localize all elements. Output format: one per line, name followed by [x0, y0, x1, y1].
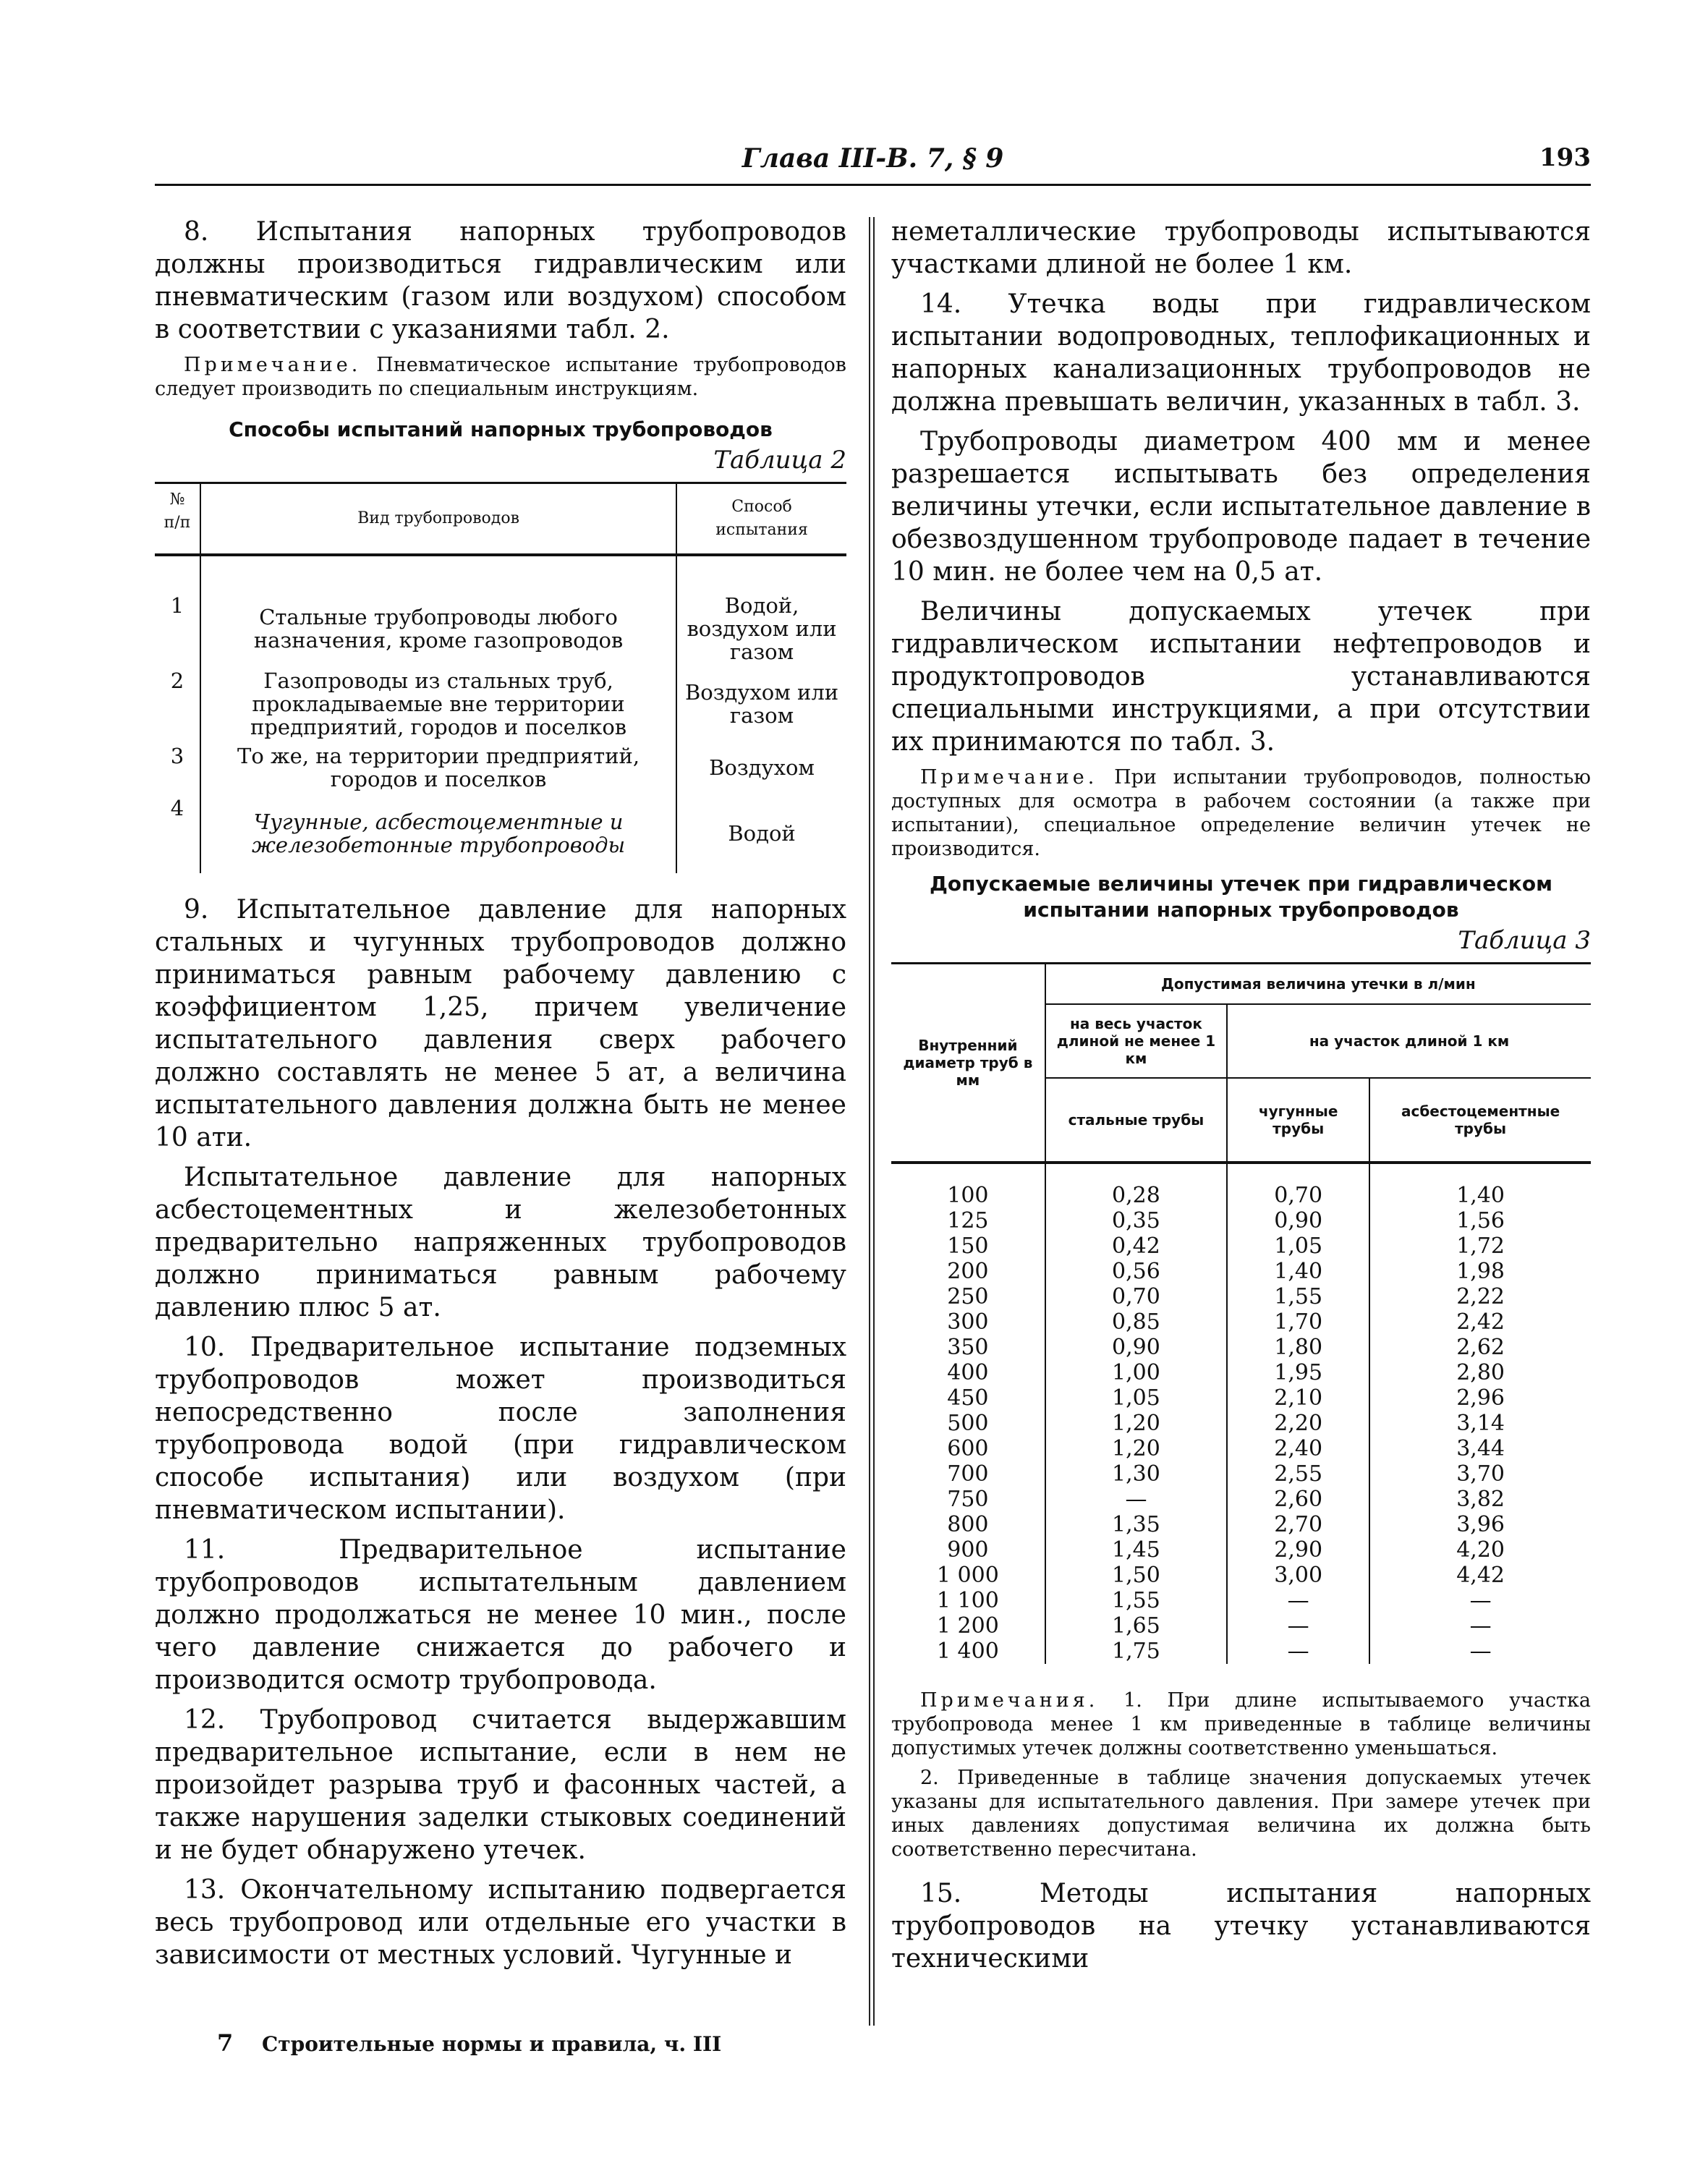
table-cell-cast-iron: — [1227, 1588, 1369, 1613]
table-cell-steel: 1,35 [1045, 1512, 1227, 1537]
table-cell-steel: 1,20 [1045, 1436, 1227, 1461]
table-cell-steel: 0,35 [1045, 1208, 1227, 1233]
table-cell-cast-iron: 2,70 [1227, 1512, 1369, 1537]
table-cell-steel: — [1045, 1487, 1227, 1512]
table-row [155, 794, 846, 873]
right-column [891, 216, 1591, 1982]
table-cell-diameter: 200 [891, 1259, 1045, 1284]
table-cell-method: Водой [728, 821, 796, 846]
footer-text: Строительные нормы и правила, ч. III [262, 2032, 722, 2056]
table-row [891, 1563, 1591, 1588]
table-cell-diameter: 800 [891, 1512, 1045, 1537]
left-column [155, 216, 846, 1979]
table-cell-pipeline: Чугунные, асбестоцементные и железобетонные трубопроводы [200, 794, 676, 873]
table-row [891, 1436, 1591, 1461]
table-cell-asbestos: 2,42 [1456, 1309, 1505, 1335]
table-2-header-pipeline-type: Вид трубопроводов [200, 483, 676, 556]
table-cell-steel: 1,00 [1045, 1360, 1227, 1385]
table-cell-asbestos: 1,98 [1456, 1259, 1505, 1284]
table-cell-cast-iron: 2,60 [1227, 1487, 1369, 1512]
table-cell-method: Воздухом или газом [684, 680, 839, 728]
table-3-title [891, 871, 1591, 923]
table-2-header-test-method: Способ испытания [676, 483, 846, 556]
table-cell-diameter: 1 200 [891, 1613, 1045, 1639]
table-row [155, 555, 846, 666]
paragraph-13-cont: неметаллические трубопроводы испытываются участками длиной не более 1 км. [891, 217, 1591, 279]
table-cell-steel: 1,65 [1045, 1613, 1227, 1639]
table-2-header-number: № п/п [155, 483, 200, 556]
table-cell-cast-iron: 2,10 [1227, 1385, 1369, 1411]
table-3-header-steel: стальные трубы [1045, 1078, 1227, 1163]
paragraph-9: 9. Испытательное давление для напорных стальных и чугунных трубопроводов должно приниматься равным рабочему давлению с коэффициентом 1,25, причем увеличение испытательного давления сверх рабочего должно составлять не менее 5 ат, а величина испытательного давления должна быть не менее 10 ати. [155, 895, 846, 1152]
table-3-header-asbestos: асбестоцементные трубы [1369, 1078, 1591, 1163]
table-3-header-allowed-leak: Допустимая величина утечки в л/мин [1045, 964, 1591, 1005]
signature-number: 7 [217, 2029, 234, 2057]
paragraph-14: 14. Утечка воды при гидравлическом испытании водопроводных, теплофикационных и напорных канализационных трубопроводов не должна превышать величин, указанных в табл. 3. [891, 289, 1591, 417]
table-row [891, 1411, 1591, 1436]
table-cell-diameter: 400 [891, 1360, 1045, 1385]
table-row [155, 742, 846, 794]
note-2-text: При испытании трубопроводов, полностью доступных для осмотра в рабочем состоянии (а также при испытании), специальное определение величин утечек не производится. [891, 766, 1591, 860]
table-cell-asbestos: — [1469, 1639, 1492, 1664]
table-cell-method: Водой, воздухом или газом [687, 593, 837, 664]
table-cell-cast-iron: 0,70 [1227, 1163, 1369, 1208]
table-cell-diameter: 1 400 [891, 1639, 1045, 1664]
table-cell-asbestos: 1,56 [1456, 1208, 1505, 1233]
notes-3-item-1: 1. При длине испытываемого участка трубопровода менее 1 км приведенные в таблице величины допустимых утечек должны соответственно уменьшаться. [891, 1689, 1591, 1759]
table-cell-number: 3 [155, 742, 200, 794]
table-cell-steel: 0,42 [1045, 1233, 1227, 1259]
paragraph-11: 11. Предварительное испытание трубопроводов испытательным давлением должно продолжаться не менее 10 мин., после чего давление снижается до рабочего и производится осмотр трубопровода. [155, 1535, 846, 1695]
table-cell-asbestos: 1,40 [1456, 1183, 1505, 1208]
table-cell-cast-iron: 1,40 [1227, 1259, 1369, 1284]
table-cell-diameter: 750 [891, 1487, 1045, 1512]
header-rule [155, 184, 1591, 186]
table-3-body [891, 1163, 1591, 1664]
table-cell-cast-iron: 0,90 [1227, 1208, 1369, 1233]
table-cell-diameter: 700 [891, 1461, 1045, 1487]
notes-3 [891, 1689, 1591, 1760]
table-cell-diameter: 300 [891, 1309, 1045, 1335]
table-cell-asbestos: 3,96 [1456, 1512, 1505, 1537]
table-cell-steel: 1,55 [1045, 1588, 1227, 1613]
table-cell-diameter: 125 [891, 1208, 1045, 1233]
table-cell-asbestos: 4,20 [1456, 1537, 1505, 1563]
table-3-label: Таблица 3 [1458, 926, 1591, 955]
table-3-header-diameter: Внутренний диаметр труб в мм [891, 964, 1045, 1163]
table-cell-asbestos: 2,96 [1456, 1385, 1505, 1411]
table-cell-diameter: 1 100 [891, 1588, 1045, 1613]
table-row [891, 1163, 1591, 1208]
table-3-header-whole-section: на весь участок длиной не менее 1 км [1045, 1004, 1227, 1078]
note-2-label: Примечание. [920, 766, 1098, 789]
table-row [891, 1639, 1591, 1664]
table-cell-cast-iron: 2,55 [1227, 1461, 1369, 1487]
table-cell-steel: 0,28 [1045, 1163, 1227, 1208]
table-cell-cast-iron: 1,80 [1227, 1335, 1369, 1360]
table-cell-steel: 1,20 [1045, 1411, 1227, 1436]
page-footer [217, 2029, 721, 2057]
table-row [891, 1385, 1591, 1411]
note-2 [891, 765, 1591, 861]
note-1-text: Пневматическое испытание трубопроводов следует производить по специальным инструкциям. [155, 354, 846, 400]
table-2-header-row [155, 483, 846, 556]
table-cell-method: Воздухом [709, 755, 815, 780]
table-3-title-line-1: Допускаемые величины утечек при гидравлическом [929, 872, 1553, 896]
column-divider-inner [873, 217, 875, 2026]
table-row [891, 1487, 1591, 1512]
table-cell-asbestos: 3,70 [1456, 1461, 1505, 1487]
table-cell-diameter: 900 [891, 1537, 1045, 1563]
table-2-title: Способы испытаний напорных трубопроводов [229, 417, 773, 441]
table-cell-steel: 1,45 [1045, 1537, 1227, 1563]
table-cell-cast-iron: 1,95 [1227, 1360, 1369, 1385]
table-cell-number: 2 [155, 666, 200, 742]
table-row [891, 1512, 1591, 1537]
table-cell-asbestos: 1,72 [1456, 1233, 1505, 1259]
table-row [891, 1233, 1591, 1259]
note-1-label: Примечание. [184, 354, 362, 376]
paragraph-14-cont: Трубопроводы диаметром 400 мм и менее разрешается испытывать без определения величины утечки, если испытательное давление в обезвоздушенном трубопроводе падает в течение 10 мин. не более чем на 0,5 ат. [891, 427, 1591, 587]
table-cell-asbestos: 3,82 [1456, 1487, 1505, 1512]
table-3 [891, 962, 1591, 1664]
running-header [155, 143, 1591, 178]
table-cell-cast-iron: 1,55 [1227, 1284, 1369, 1309]
table-cell-steel: 1,30 [1045, 1461, 1227, 1487]
table-cell-diameter: 150 [891, 1233, 1045, 1259]
table-cell-cast-iron: 1,05 [1227, 1233, 1369, 1259]
table-row [891, 1309, 1591, 1335]
note-1 [155, 353, 846, 401]
paragraph-14-cont-2: Величины допускаемых утечек при гидравлическом испытании нефтепроводов и продуктопроводов устанавливаются специальными инструкциями, а при отсутствии их принимаются по табл. 3. [891, 597, 1591, 757]
table-cell-steel: 1,75 [1045, 1639, 1227, 1664]
table-3-header-cast-iron: чугунные трубы [1227, 1078, 1369, 1163]
table-cell-pipeline: Газопроводы из стальных труб, прокладываемые вне территории предприятий, городов и поселков [200, 666, 676, 742]
table-3-title-line-2: испытании напорных трубопроводов [1023, 898, 1459, 922]
paragraph-8: 8. Испытания напорных трубопроводов должны производиться гидравлическим или пневматическим (газом или воздухом) способом в соответствии с указаниями табл. 2. [155, 217, 846, 344]
table-row [891, 1284, 1591, 1309]
table-cell-steel: 0,70 [1045, 1284, 1227, 1309]
table-cell-diameter: 500 [891, 1411, 1045, 1436]
table-cell-steel: 1,05 [1045, 1385, 1227, 1411]
table-cell-number: 1 [155, 555, 200, 666]
table-cell-diameter: 600 [891, 1436, 1045, 1461]
table-cell-pipeline: Стальные трубопроводы любого назначения, кроме газопроводов [200, 555, 676, 666]
table-cell-number: 4 [155, 794, 200, 873]
paragraph-15: 15. Методы испытания напорных трубопроводов на утечку устанавливаются техническими [891, 1879, 1591, 1974]
table-cell-diameter: 350 [891, 1335, 1045, 1360]
table-row [155, 666, 846, 742]
table-cell-cast-iron: — [1227, 1613, 1369, 1639]
table-cell-diameter: 1 000 [891, 1563, 1045, 1588]
table-cell-steel: 1,50 [1045, 1563, 1227, 1588]
table-3-header-1km-section: на участок длиной 1 км [1227, 1004, 1591, 1078]
table-cell-asbestos: 4,42 [1456, 1563, 1505, 1588]
table-row [891, 1259, 1591, 1284]
table-cell-asbestos: 3,14 [1456, 1411, 1505, 1436]
chapter-reference: Глава III-В. 7, § 9 [742, 143, 1004, 174]
table-cell-cast-iron: 3,00 [1227, 1563, 1369, 1588]
table-cell-pipeline: То же, на территории предприятий, городов и поселков [200, 742, 676, 794]
table-cell-asbestos: 2,22 [1456, 1284, 1505, 1309]
table-row [891, 1461, 1591, 1487]
paragraph-13: 13. Окончательному испытанию подвергается весь трубопровод или отдельные его участки в зависимости от местных условий. Чугунные и [155, 1875, 846, 1970]
table-row [891, 1588, 1591, 1613]
table-cell-diameter: 250 [891, 1284, 1045, 1309]
table-cell-steel: 0,85 [1045, 1309, 1227, 1335]
table-cell-steel: 0,90 [1045, 1335, 1227, 1360]
notes-3-label: Примечания. [920, 1689, 1099, 1712]
table-cell-cast-iron: 1,70 [1227, 1309, 1369, 1335]
table-cell-asbestos: 2,62 [1456, 1335, 1505, 1360]
table-cell-cast-iron: — [1227, 1639, 1369, 1664]
table-cell-asbestos: 3,44 [1456, 1436, 1505, 1461]
table-cell-asbestos: — [1469, 1613, 1492, 1639]
table-cell-asbestos: 2,80 [1456, 1360, 1505, 1385]
table-row [891, 1360, 1591, 1385]
table-2 [155, 482, 846, 873]
notes-3-item-2: 2. Приведенные в таблице значения допускаемых утечек указаны для испытательного давления. При замере утечек при иных давлениях допустимая величина их должна быть соответственно пересчитана. [891, 1767, 1591, 1861]
table-3-header-row-1 [891, 964, 1591, 1005]
paragraph-12: 12. Трубопровод считается выдержавшим предварительное испытание, если в нем не произойдет разрыва труб и фасонных частей, а также нарушения заделки стыковых соединений и не будет обнаружено утечек. [155, 1705, 846, 1865]
column-divider [869, 217, 870, 2026]
table-row [891, 1613, 1591, 1639]
table-cell-steel: 0,56 [1045, 1259, 1227, 1284]
table-cell-diameter: 100 [891, 1163, 1045, 1208]
table-row [891, 1537, 1591, 1563]
table-cell-asbestos: — [1469, 1588, 1492, 1613]
paragraph-9-cont: Испытательное давление для напорных асбестоцементных и железобетонных предварительно напряженных трубопроводов должно приниматься равным рабочему давлению плюс 5 ат. [155, 1163, 846, 1322]
table-cell-cast-iron: 2,20 [1227, 1411, 1369, 1436]
page-number: 193 [1539, 143, 1591, 172]
table-cell-cast-iron: 2,90 [1227, 1537, 1369, 1563]
table-cell-cast-iron: 2,40 [1227, 1436, 1369, 1461]
paragraph-10: 10. Предварительное испытание подземных трубопроводов может производиться непосредственно после заполнения трубопровода водой (при гидравлическом способе испытания) или воздухом (при пневматическом испытании). [155, 1333, 846, 1525]
table-row [891, 1208, 1591, 1233]
table-2-label: Таблица 2 [713, 446, 846, 475]
table-cell-diameter: 450 [891, 1385, 1045, 1411]
table-row [891, 1335, 1591, 1360]
